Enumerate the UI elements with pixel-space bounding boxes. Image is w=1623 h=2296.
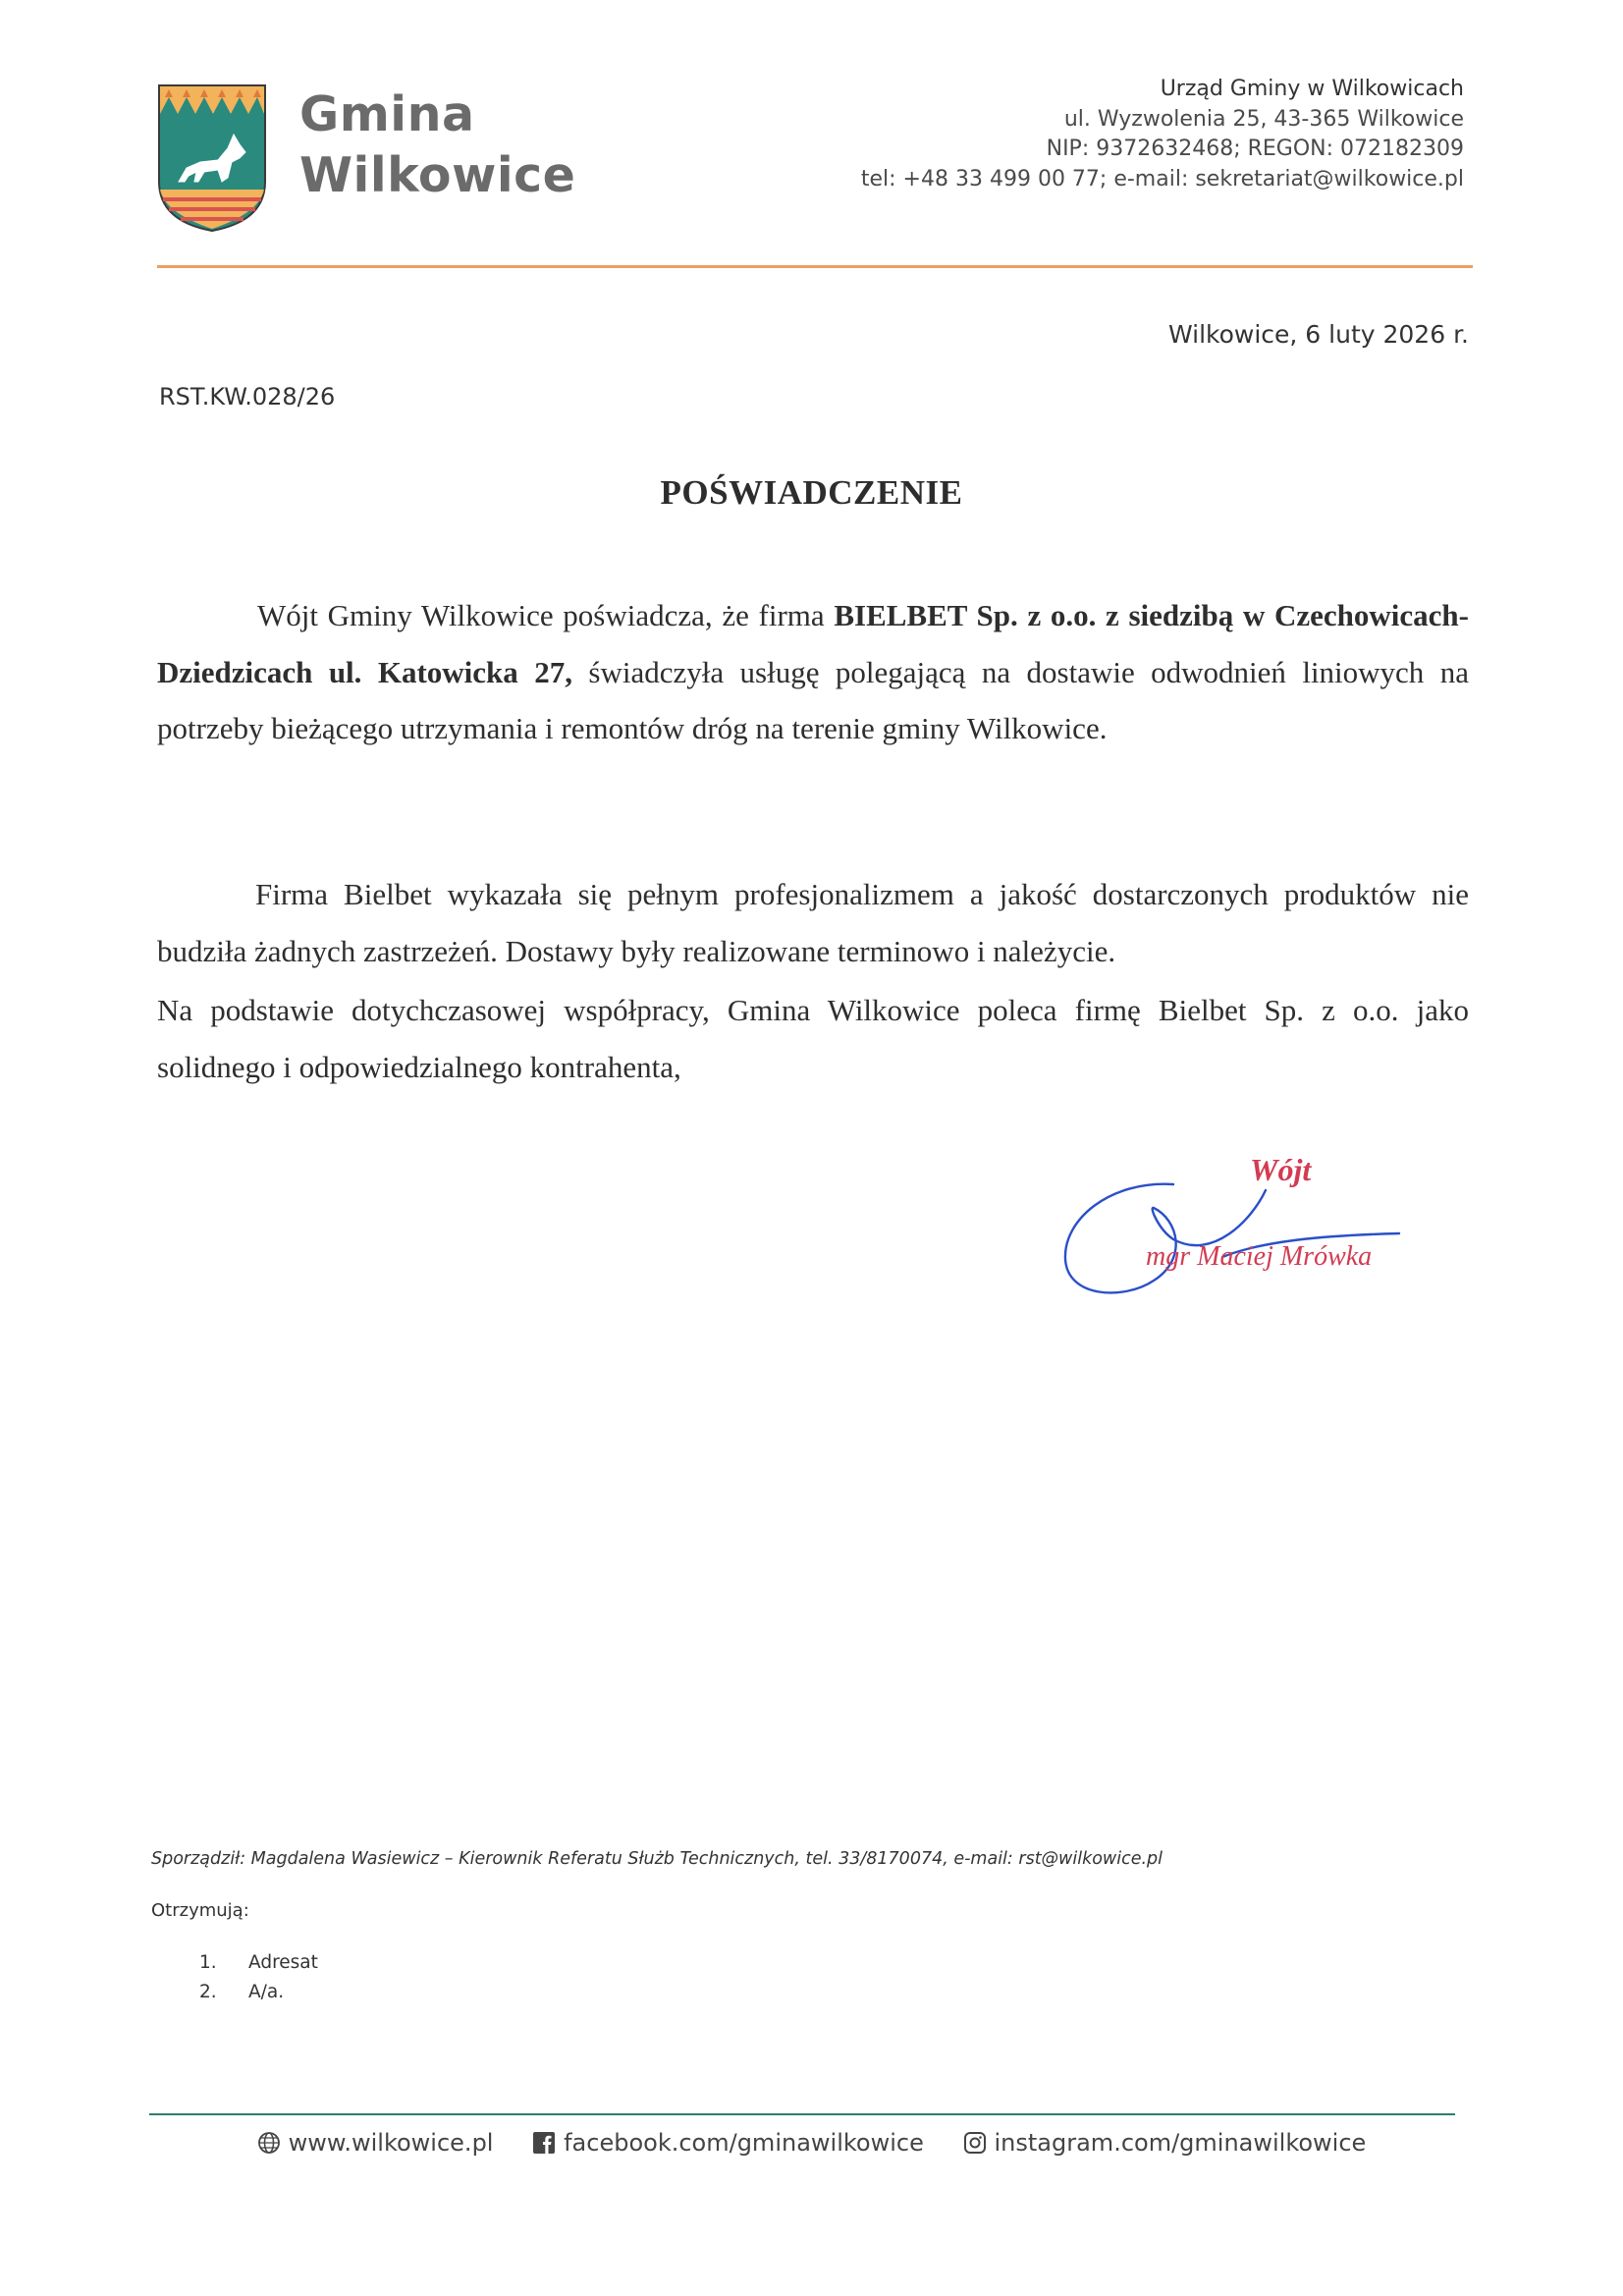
document-title: POŚWIADCZENIE — [660, 473, 963, 512]
facebook-icon — [532, 2131, 556, 2155]
company-name-address: BIELBET Sp. z o.o. z siedzibą w Czechowicach-Dziedzicach ul. Katowicka 27, — [157, 598, 1469, 689]
recipient-item: 2. A/a. — [199, 1982, 285, 2002]
logo-line-1: Gmina — [299, 86, 475, 142]
footer-links — [0, 2129, 1623, 2160]
office-address: ul. Wyzwolenia 25, 43-365 Wilkowice — [1063, 106, 1464, 132]
paragraph-1 — [157, 587, 1469, 757]
website-link[interactable]: www.wilkowice.pl — [257, 2129, 494, 2157]
globe-icon — [257, 2131, 281, 2155]
instagram-icon — [963, 2131, 987, 2155]
facebook-link[interactable]: facebook.com/gminawilkowice — [532, 2129, 924, 2157]
paragraph-3: Na podstawie dotychczasowej współpracy, Gmina Wilkowice poleca firmę Bielbet Sp. z o.o. jako solidnego i odpowiedzialnego kontrahenta, — [157, 993, 1469, 1084]
recipients-list — [199, 1948, 318, 2007]
coat-of-arms-logo — [157, 83, 267, 233]
instagram-link[interactable]: instagram.com/gminawilkowice — [963, 2129, 1367, 2157]
office-contact-block — [861, 75, 1464, 194]
prepared-by-note: Sporządził: Magdalena Wasiewicz – Kierownik Referatu Służb Technicznych, tel. 33/8170074, e-mail: rst@wilkowice.pl — [151, 1849, 1163, 1869]
handwritten-signature — [1065, 1184, 1399, 1293]
office-contact: tel: +48 33 499 00 77; e-mail: sekretariat@wilkowice.pl — [860, 166, 1464, 191]
stamp-title: Wójt — [1250, 1152, 1312, 1187]
paragraph-1-body: świadczyła usługę polegającą na dostawie odwodnień liniowych na potrzeby bieżącego utrzymania i remontów dróg na terenie gminy Wilkowice. — [157, 654, 1469, 745]
signature-stamp — [1055, 1151, 1438, 1318]
logo-wordmark — [299, 84, 575, 206]
paragraph-1-intro: Wójt Gminy Wilkowice poświadcza, że firma — [257, 598, 835, 632]
header-divider — [157, 265, 1473, 268]
office-ids: NIP: 9372632468; REGON: 072182309 — [1046, 137, 1464, 161]
paragraph-2: Firma Bielbet wykazała się pełnym profesjonalizmem a jakość dostarczonych produktów nie budziła żadnych zastrzeżeń. Dostawy były realizowane terminowo i należycie. — [157, 877, 1469, 968]
letter-date: Wilkowice, 6 luty 2026 r. — [1167, 320, 1469, 349]
recipient-item: 1. Adresat — [199, 1952, 318, 1973]
office-name: Urząd Gminy w Wilkowicach — [1160, 77, 1464, 101]
stamp-name: mgr Maciej Mrówka — [1146, 1241, 1373, 1272]
reference-number: RST.KW.028/26 — [159, 383, 336, 410]
logo-line-2: Wilkowice — [299, 147, 576, 203]
footer-divider — [149, 2113, 1455, 2115]
recipients-label: Otrzymują: — [151, 1900, 249, 1921]
